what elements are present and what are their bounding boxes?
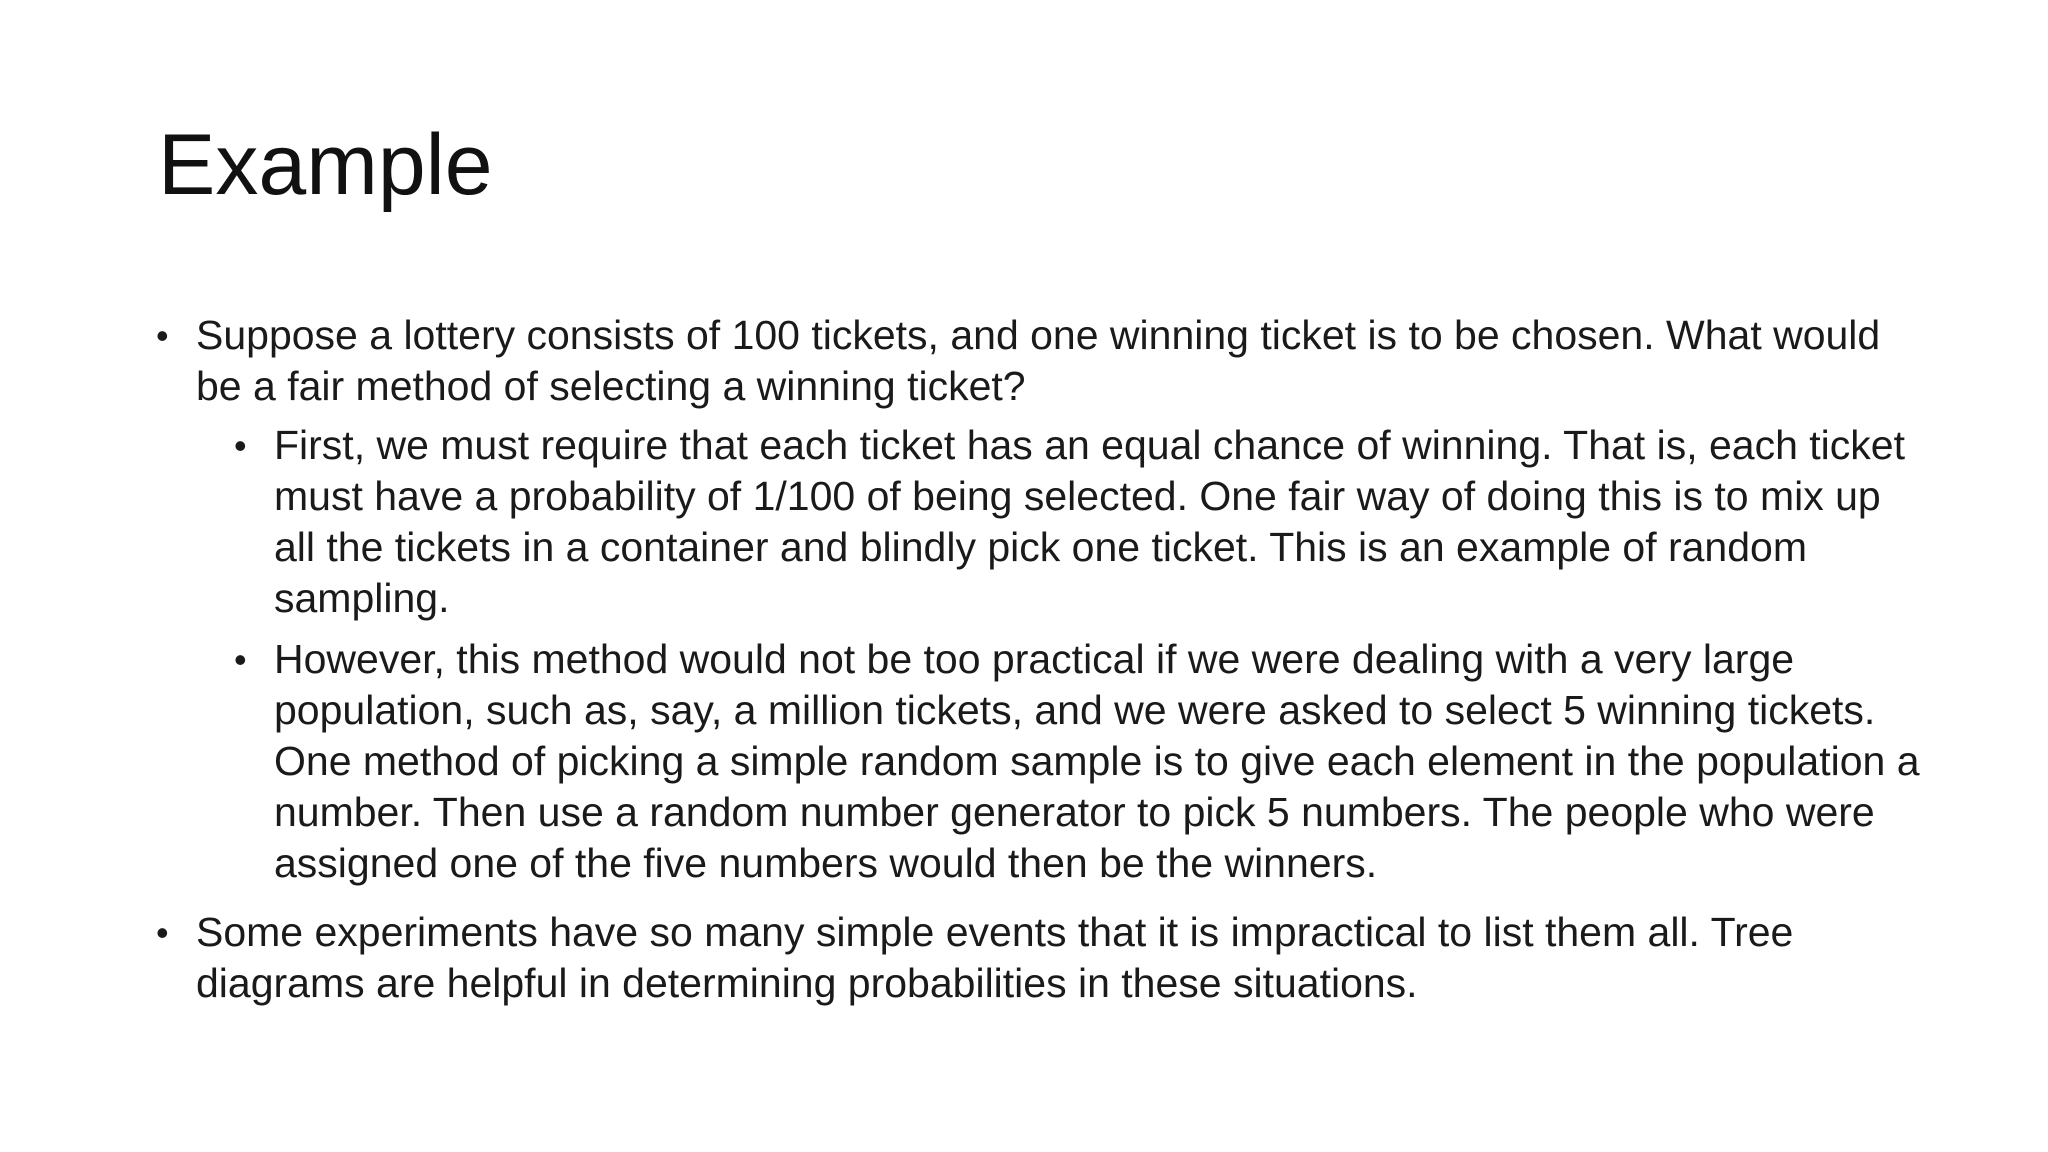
bullet-text: Some experiments have so many simple events that it is impractical to list them all. Tree diagrams are helpful in determining probabilities in these situations.: [196, 909, 1794, 1006]
sub-bullet-text: However, this method would not be too practical if we were dealing with a very large population, such as, say, a million tickets, and we were asked to select 5 winning tickets. One method of picking a simple random sample is to give each element in the population a number. Then use a random number generator to pick 5 numbers. The people who were assigned one of the five numbers would then be the winners.: [274, 636, 1920, 886]
sub-bullet-item-large-population: [196, 634, 1930, 889]
sub-bullet-list: [196, 420, 1930, 889]
bullet-item-tree-diagrams: [150, 907, 1930, 1009]
bullet-list: [150, 310, 1930, 1009]
sub-bullet-text: First, we must require that each ticket has an equal chance of winning. That is, each ticket must have a probability of 1/100 of being selected. One fair way of doing this is to mix up all the tickets in a container and blindly pick one ticket. This is an example of random sampling.: [274, 422, 1905, 621]
bullet-icon: •: [156, 315, 169, 356]
bullet-item-lottery: [150, 310, 1930, 889]
slide-body: [150, 310, 1930, 1027]
bullet-icon: •: [234, 639, 247, 680]
sub-bullet-item-equal-chance: [196, 420, 1930, 624]
bullet-icon: •: [234, 425, 247, 466]
bullet-text: Suppose a lottery consists of 100 tickets, and one winning ticket is to be chosen. What would be a fair method of selecting a winning ticket?: [196, 312, 1881, 409]
slide-title: Example: [158, 117, 493, 213]
bullet-icon: •: [156, 912, 169, 953]
